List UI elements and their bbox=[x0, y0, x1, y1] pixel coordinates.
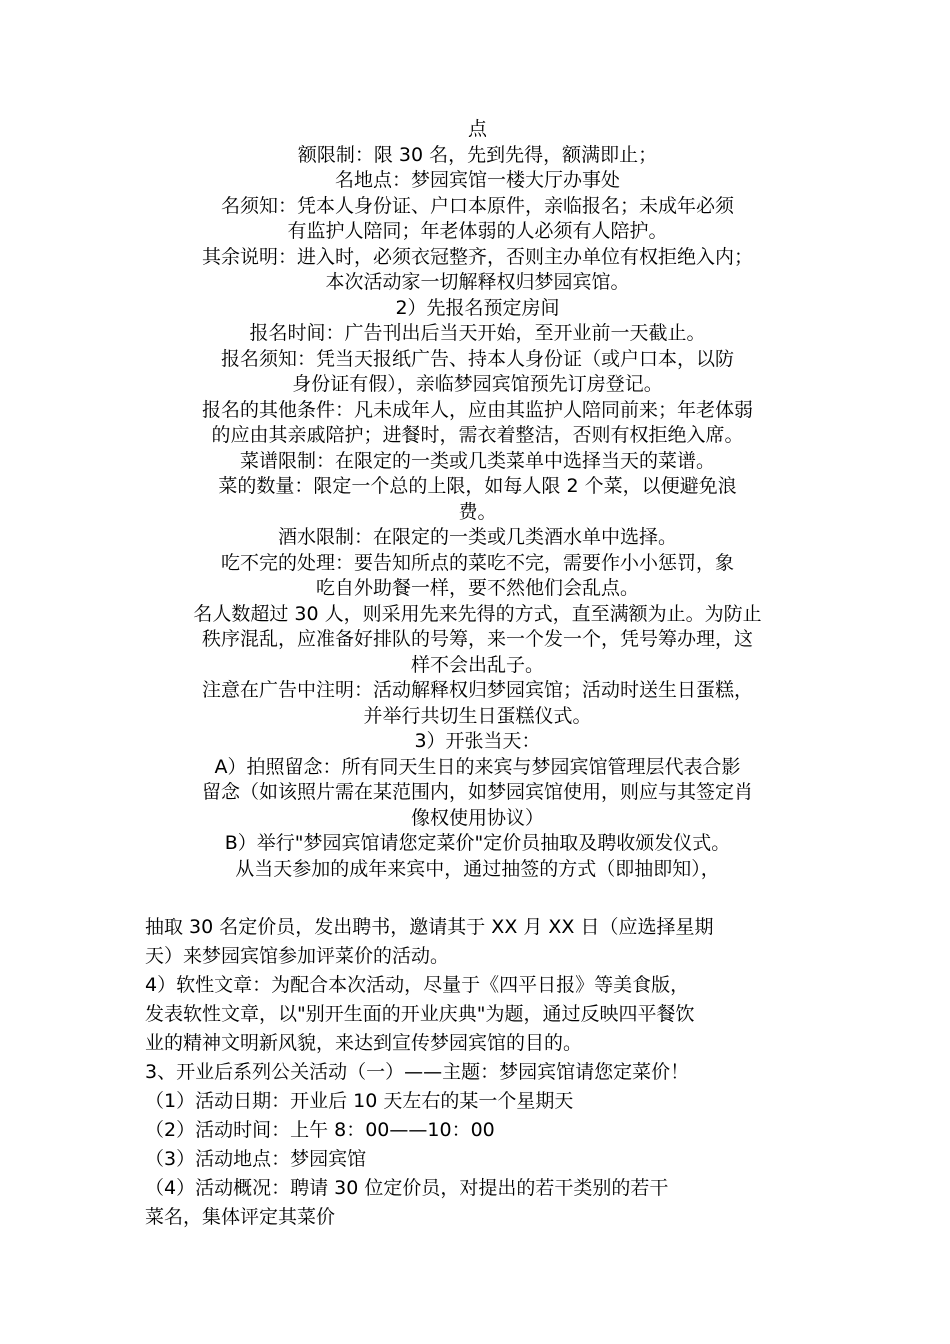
text-line: 名人数超过 30 人，则采用先来先得的方式，直至满额为止。为防止 bbox=[193, 602, 762, 625]
text-line: 点 bbox=[467, 118, 487, 140]
text-line: 其余说明：进入时，必须衣冠整齐，否则主办单位有权拒绝入内； bbox=[201, 245, 753, 268]
text-line: 费。 bbox=[458, 500, 497, 523]
text-line: 的应由其亲戚陪护；进餐时，需衣着整洁，否则有权拒绝入席。 bbox=[211, 424, 744, 446]
text-line: （3）活动地点：梦园宾馆 bbox=[145, 1148, 367, 1170]
text-line: 额限制：限 30 名，先到先得，额满即止； bbox=[297, 143, 658, 166]
text-line: 名地点：梦园宾馆一楼大厅办事处 bbox=[334, 169, 620, 191]
text-line: 像权使用协议） bbox=[410, 806, 544, 829]
text-line: 酒水限制：在限定的一类或几类酒水单中选择。 bbox=[277, 526, 677, 548]
centered-text-block bbox=[145, 117, 810, 882]
text-line: 业的精神文明新风貌，来达到宣传梦园宾馆的目的。 bbox=[145, 1032, 583, 1054]
text-line: 报名须知：凭当天报纸广告、持本人身份证（或户口本，以防 bbox=[220, 347, 734, 370]
text-line: A）拍照留念：所有同天生日的来宾与梦园宾馆管理层代表合影 bbox=[214, 755, 741, 778]
text-line: （2）活动时间：上午 8：00——10：00 bbox=[145, 1119, 495, 1141]
text-line: 并举行共切生日蛋糕仪式。 bbox=[363, 704, 592, 727]
text-line: 吃不完的处理：要告知所点的菜吃不完，需要作小小惩罚，象 bbox=[220, 551, 734, 574]
text-line: 4）软性文章：为配合本次活动，尽量于《四平日报》等美食版， bbox=[145, 974, 690, 996]
text-line: 名须知：凭本人身份证、户口本原件，亲临报名；未成年必须 bbox=[220, 194, 734, 217]
text-line: 3）开张当天： bbox=[414, 730, 541, 752]
text-line: 留念（如该照片需在某范围内，如梦园宾馆使用，则应与其签定肖 bbox=[201, 781, 753, 803]
text-line: 发表软性文章，以"别开生面的开业庆典"为题，通过反映四平餐饮 bbox=[145, 1003, 695, 1025]
text-line: （1）活动日期：开业后 10 天左右的某一个星期天 bbox=[145, 1090, 574, 1112]
text-line: 3、开业后系列公关活动（一）——主题：梦园宾馆请您定菜价！ bbox=[145, 1061, 690, 1083]
text-line: （4）活动概况：聘请 30 位定价员，对提出的若干类别的若干 bbox=[145, 1177, 669, 1199]
text-line: 注意在广告中注明：活动解释权归梦园宾馆；活动时送生日蛋糕， bbox=[201, 679, 753, 701]
text-line: 有监护人陪同；年老体弱的人必须有人陪护。 bbox=[287, 220, 668, 242]
text-line: 天）来梦园宾馆参加评菜价的活动。 bbox=[145, 945, 450, 967]
text-line: 2）先报名预定房间 bbox=[395, 296, 560, 319]
text-line: 报名的其他条件：凡未成年人，应由其监护人陪同前来；年老体弱 bbox=[201, 398, 753, 421]
text-line: B）举行"梦园宾馆请您定菜价"定价员抽取及聘收颁发仪式。 bbox=[224, 832, 731, 854]
text-line: 本次活动家一切解释权归梦园宾馆。 bbox=[325, 271, 630, 293]
text-line: 菜的数量：限定一个总的上限，如每人限 2 个菜，以便避免浪 bbox=[218, 475, 737, 497]
text-line: 秩序混乱，应准备好排队的号筹，来一个发一个，凭号筹办理，这 bbox=[201, 628, 753, 650]
text-line: 报名时间：广告刊出后当天开始，至开业前一天截止。 bbox=[249, 322, 706, 344]
text-line: 从当天参加的成年来宾中，通过抽签的方式（即抽即知）， bbox=[235, 857, 720, 880]
text-line: 样不会出乱子。 bbox=[410, 653, 544, 676]
text-line: 抽取 30 名定价员，发出聘书，邀请其于 XX 月 XX 日（应选择星期 bbox=[145, 916, 714, 938]
text-line: 菜名，集体评定其菜价 bbox=[145, 1206, 336, 1228]
text-line: 菜谱限制：在限定的一类或几类菜单中选择当天的菜谱。 bbox=[239, 449, 715, 472]
text-line: 吃自外助餐一样，要不然他们会乱点。 bbox=[315, 577, 639, 599]
body-text-block bbox=[145, 913, 810, 1232]
text-line: 身份证有假），亲临梦园宾馆预先订房登记。 bbox=[292, 373, 663, 395]
